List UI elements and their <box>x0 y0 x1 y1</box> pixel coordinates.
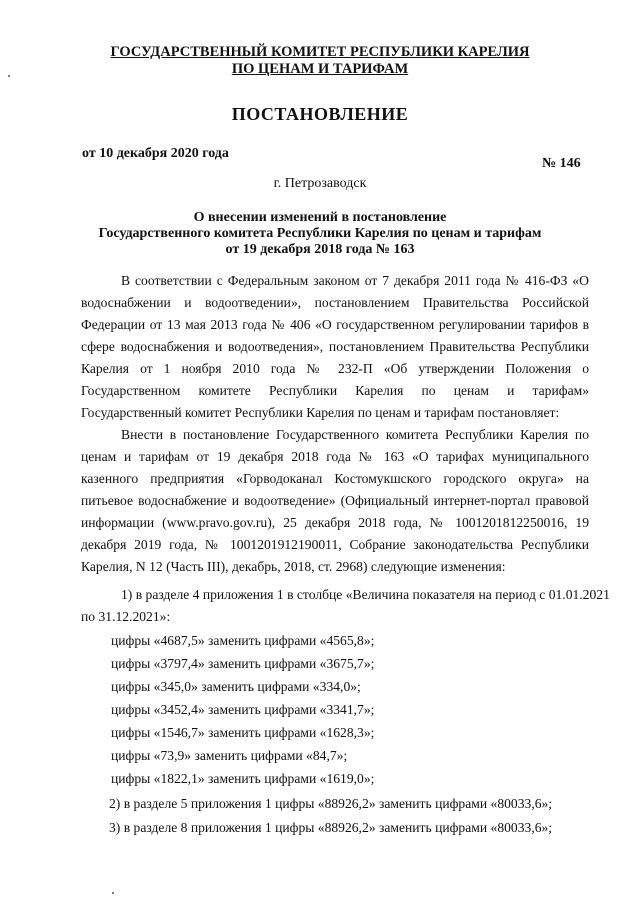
document-number: № 146 <box>542 156 581 171</box>
amendment-paragraph: Внести в постановление Государственного комитета Республики Карелия по ценам и тарифам от 19 декабря 2018 года № 163 «О тарифах муниципального казенного предприятия «Горводоканал Костомукшского городского округа» на питьевое водоснабжение и водоотведение» (Официальный интернет-портал правовой информации (www.pravo.gov.ru), 25 декабря 2018 года, № 1001201812250016, 19 декабря 2019 года, № 1001201912190011, Собрание законодательства Республики Карелия, N 12 (Часть III), декабрь, 2018, ст. 2968) следующие изменения: <box>81 427 589 574</box>
title-line1: О внесении изменений в постановление <box>193 210 447 225</box>
scan-speck <box>8 75 10 77</box>
replacement-line: цифры «73,9» заменить цифрами «84,7»; <box>111 748 348 763</box>
committee-name-line1: ГОСУДАРСТВЕННЫЙ КОМИТЕТ РЕСПУБЛИКИ КАРЕЛИЯ <box>110 44 530 60</box>
replacement-line: цифры «1546,7» заменить цифрами «1628,3»; <box>111 725 375 740</box>
scan-speck <box>112 892 114 894</box>
replacement-line: цифры «4687,5» заменить цифрами «4565,8»; <box>111 633 375 648</box>
item1-line2: по 31.12.2021»: <box>81 609 171 624</box>
preamble-paragraph: В соответствии с Федеральным законом от 7 декабря 2011 года № 416-ФЗ «О водоснабжении и водоотведении», постановлением Правительства Российской Федерации от 13 мая 2013 года № 406 «О государственном регулировании тарифов в сфере водоснабжения и водоотведения», постановлением Правительства Республики Карелия от 1 ноября 2010 года № 232-П «Об утверждении Положения о Государственном комитете Республики Карелия по ценам и тарифам» Государственный комитет Республики Карелия по ценам и тарифам постановляет: <box>81 273 589 420</box>
replacement-line: цифры «3452,4» заменить цифрами «3341,7»; <box>111 702 375 717</box>
replacement-line: цифры «3797,4» заменить цифрами «3675,7»; <box>111 656 375 671</box>
item1-line1: 1) в разделе 4 приложения 1 в столбце «Величина показателя на период с 01.01.2021 <box>121 587 610 602</box>
document-city: г. Петрозаводск <box>273 176 367 191</box>
replacement-line: цифры «345,0» заменить цифрами «334,0»; <box>111 679 361 694</box>
document-type: ПОСТАНОВЛЕНИЕ <box>231 104 409 124</box>
title-line2: Государственного комитета Республики Карелия по ценам и тарифам <box>98 226 542 241</box>
item2-line: 2) в разделе 5 приложения 1 цифры «88926,2» заменить цифрами «80033,6»; <box>109 796 553 811</box>
title-line3: от 19 декабря 2018 года № 163 <box>225 242 415 257</box>
item3-line: 3) в разделе 8 приложения 1 цифры «88926,2» заменить цифрами «80033,6»; <box>109 820 553 835</box>
replacement-line: цифры «1822,1» заменить цифрами «1619,0»; <box>111 771 375 786</box>
document-date: от 10 декабря 2020 года <box>82 146 229 161</box>
committee-name-line2: ПО ЦЕНАМ И ТАРИФАМ <box>231 61 409 77</box>
